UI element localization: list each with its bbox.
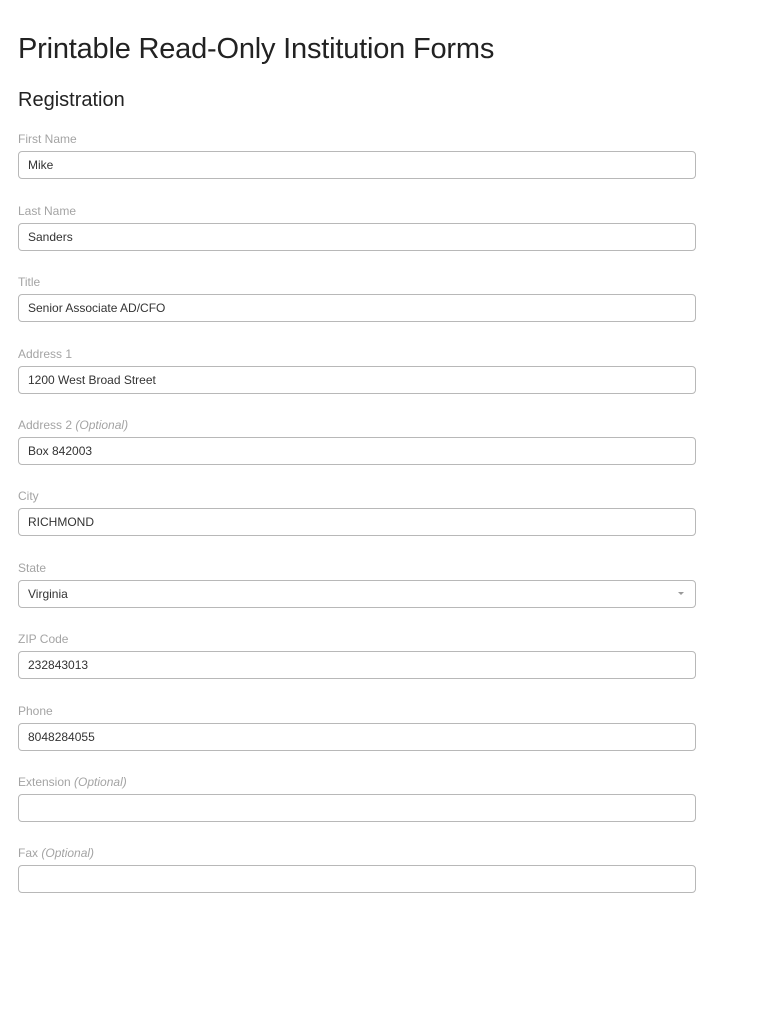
last-name-label: Last Name: [18, 204, 77, 218]
phone-field-group: [18, 704, 696, 744]
address2-label: Address 2 (Optional): [18, 418, 129, 432]
address1-label: Address 1: [18, 347, 73, 361]
extension-label: Extension (Optional): [18, 775, 127, 789]
address1-field-group: [18, 347, 696, 387]
state-selected-value: Virginia: [28, 587, 68, 601]
extension-optional-tag: (Optional): [74, 775, 127, 789]
fax-field-group: [18, 846, 696, 860]
state-field-group: [18, 561, 696, 601]
zip-input[interactable]: 232843013: [18, 651, 696, 679]
title-input[interactable]: Senior Associate AD/CFO: [18, 294, 696, 322]
address2-optional-tag: (Optional): [75, 418, 129, 432]
phone-label: Phone: [18, 704, 53, 718]
last-name-input[interactable]: Sanders: [18, 223, 696, 251]
title-label: Title: [18, 275, 41, 289]
zip-label: ZIP Code: [18, 632, 69, 646]
state-select[interactable]: [18, 580, 696, 608]
address2-input[interactable]: Box 842003: [18, 437, 696, 465]
phone-input[interactable]: 8048284055: [18, 723, 696, 751]
fax-label: Fax (Optional): [18, 846, 95, 860]
title-field-group: [18, 275, 696, 315]
fax-input[interactable]: [18, 865, 696, 893]
first-name-input[interactable]: Mike: [18, 151, 696, 179]
first-name-field-group: [18, 132, 696, 172]
first-name-label: First Name: [18, 132, 77, 146]
page-title: Printable Read-Only Institution Forms: [18, 33, 495, 65]
city-field-group: [18, 489, 696, 529]
extension-field-group: [18, 775, 696, 789]
extension-input[interactable]: [18, 794, 696, 822]
city-input[interactable]: RICHMOND: [18, 508, 696, 536]
state-label: State: [18, 561, 47, 575]
address1-input[interactable]: 1200 West Broad Street: [18, 366, 696, 394]
city-label: City: [18, 489, 39, 503]
chevron-down-icon: [678, 592, 684, 595]
address2-field-group: [18, 418, 696, 458]
zip-field-group: [18, 632, 696, 672]
last-name-field-group: [18, 204, 696, 244]
fax-optional-tag: (Optional): [41, 846, 95, 860]
section-title: Registration: [18, 89, 125, 111]
